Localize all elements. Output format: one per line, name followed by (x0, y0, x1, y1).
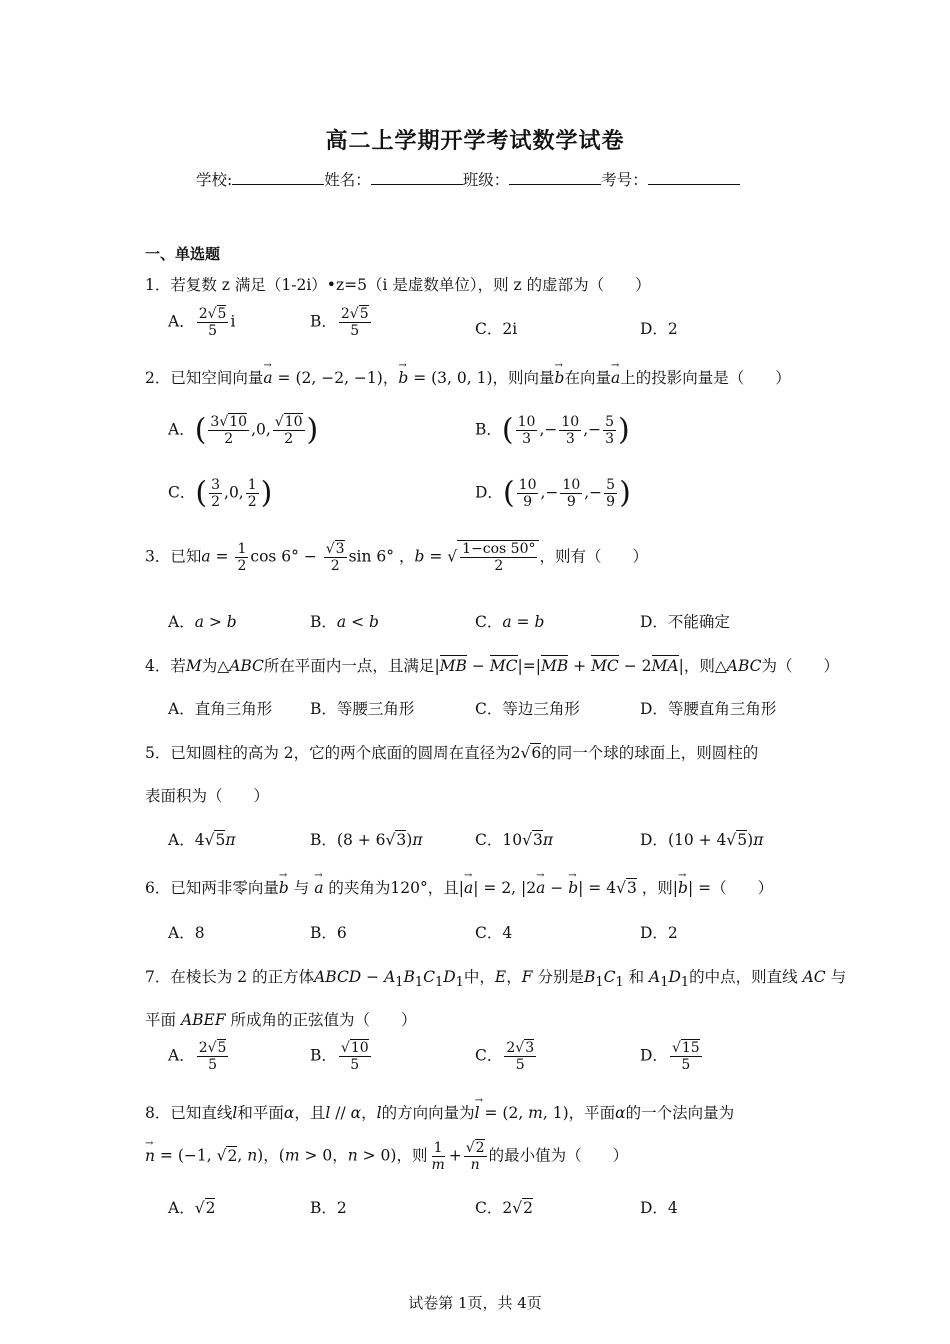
q2-option-c[interactable]: C．( $\frac{3}{2}$ ,0, $\frac{1}{2}$ ) (168, 475, 273, 511)
q5-a-label: A． (168, 831, 195, 849)
q2-a-label: A． (168, 420, 195, 439)
q8-line2-c: 的最小值为（ ） (488, 1146, 629, 1165)
question-7-stem-line2: 平面 ABEF 所成角的正弦值为（ ） (145, 1011, 417, 1029)
q7-option-a[interactable]: A． $\frac{2√5}{5}$ (168, 1040, 227, 1074)
q5-c-label: C． (475, 831, 503, 849)
exam-title: 高二上学期开学考试数学试卷 (325, 128, 625, 154)
question-4-stem: 4．若M为△ABC所在平面内一点，且满足|MB − MC|=|MB + MC − 2MA|，则△ABC为（ ） (145, 657, 839, 675)
school-label: 学校: (196, 171, 233, 189)
q8-a-label: A． (168, 1199, 195, 1217)
name-label: 姓名： (324, 171, 371, 189)
q8-line1-f: ，平面 (568, 1104, 616, 1122)
page-footer: 试卷第 1页，共 4页 (408, 1294, 542, 1312)
q8-line1-b: 和平面 (237, 1104, 284, 1122)
q2-option-b[interactable]: B．( $\frac{10}{3}$ ,− $\frac{10}{3}$ ,− $\frac{5}{3}$ ) (475, 412, 630, 448)
q4-stem-c: 所在平面内一点，且满足 (263, 657, 435, 675)
q7-line2-a: 平面 (145, 1011, 177, 1029)
q7-option-c[interactable]: C． $\frac{2√3}{5}$ (475, 1040, 535, 1074)
q4-stem-d: ，则 (683, 657, 715, 675)
q3-stem-b: ，则有（ ） (539, 547, 648, 566)
q2-stem-d: 上的投影向量是（ ） (620, 369, 791, 387)
q2-b-label: B． (475, 420, 502, 439)
q1-b-label: B． (310, 312, 337, 331)
q6-option-a[interactable]: A．8 (168, 924, 205, 942)
q8-option-d[interactable]: D．4 (640, 1199, 678, 1217)
q3-option-a[interactable]: A．a > b (168, 613, 237, 631)
q4-option-d[interactable]: D．等腰直角三角形 (640, 700, 777, 718)
question-5-stem-line1: 5．已知圆柱的高为 2，它的两个底面的圆周在直径为2√6的同一个球的球面上，则圆柱的 (145, 744, 759, 762)
question-3-stem: 3．已知a = $\frac{1}{2}$ cos 6° − $\frac{√3}{2}$ sin 6° ，b = √ $\frac{1-\cos 50^\circ}{2}$ ，则有（ ） (145, 541, 648, 575)
q2-stem-c: 在向量 (564, 369, 611, 387)
q5-option-c[interactable]: C．10√3π (475, 831, 554, 849)
q8-option-b[interactable]: B．2 (310, 1199, 347, 1217)
q8-line1-c: ，且 (294, 1104, 326, 1122)
q1-option-a[interactable]: A． $\frac{2√5}{5}$ i (168, 306, 236, 340)
q8-option-c[interactable]: C．2√2 (475, 1199, 533, 1217)
q5-d-label: D． (640, 831, 668, 849)
q8-c-label: C． (475, 1199, 503, 1217)
q2-stem-a: 2．已知空间向量 (145, 369, 264, 387)
question-8-stem-line2: → n = (−1, √2, n)，(m > 0，n > 0)，则 $\frac{1}{m}$ + $\frac{√2}{n}$ 的最小值为（ ） (145, 1140, 628, 1173)
q3-option-d[interactable]: D．不能确定 (640, 613, 730, 631)
q3-option-c[interactable]: C．a = b (475, 613, 545, 631)
student-info-row (196, 168, 740, 190)
q3-stem-a: 3．已知 (145, 547, 202, 566)
q6-stem-f: （ ） (711, 879, 774, 897)
q5-line1-a: 5．已知圆柱的高为 2，它的两个底面的圆周在直径为 (145, 744, 511, 762)
q7-option-d[interactable]: D． $\frac{√15}{5}$ (640, 1040, 700, 1074)
section-heading: 一、单选题 (145, 245, 221, 263)
q8-option-a[interactable]: A．√2 (168, 1199, 216, 1217)
exam-no-label: 考号： (601, 171, 648, 189)
q4-option-c[interactable]: C．等边三角形 (475, 700, 580, 718)
q1-option-d[interactable]: D．2 (640, 320, 678, 338)
q7-line1-c: 分别是 (537, 968, 584, 986)
class-field[interactable] (509, 168, 601, 185)
q7-line1-d: 和 (628, 968, 645, 986)
q1-a-label: A． (168, 312, 195, 331)
q5-option-a[interactable]: A．4√5π (168, 831, 236, 849)
q5-option-b[interactable]: B．(8 + 6√3)π (310, 831, 423, 849)
q2-stem-b: ，则向量 (492, 369, 555, 387)
q6-stem-c: 的夹角为 (328, 879, 391, 897)
q6-option-c[interactable]: C．4 (475, 924, 513, 942)
q5-b-label: B． (310, 831, 337, 849)
q8-line1-e: 的方向向量为 (381, 1104, 475, 1122)
q3-option-b[interactable]: B．a < b (310, 613, 379, 631)
q7-a-label: A． (168, 1046, 195, 1065)
q3-a-label: A． (168, 613, 195, 631)
q6-stem-b: 与 (293, 879, 310, 897)
q1-option-b[interactable]: B． $\frac{2√5}{5}$ (310, 306, 369, 340)
q7-line1-f: 与 (830, 968, 847, 986)
question-1-stem: 1．若复数 z 满足（1-2i）•z=5（i 是虚数单位），则 z 的虚部为（ ） (145, 276, 651, 294)
q8-line1-a: 8．已知直线 (145, 1104, 233, 1122)
q8-line1-d: ， (361, 1104, 377, 1122)
q5-line1-b: 的同一个球的球面上，则圆柱的 (541, 744, 759, 762)
q4-option-b[interactable]: B．等腰三角形 (310, 700, 415, 718)
q6-option-b[interactable]: B．6 (310, 924, 347, 942)
q2-option-d[interactable]: D．( $\frac{10}{9}$ ,− $\frac{10}{9}$ ,− $\frac{5}{9}$ ) (475, 475, 631, 511)
q2-c-label: C． (168, 483, 196, 502)
class-label: 班级： (462, 171, 510, 189)
question-5-stem-line2: 表面积为（ ） (145, 787, 270, 805)
name-field[interactable] (371, 168, 463, 185)
q6-stem-e: ，则 (641, 879, 673, 897)
q7-line1-b: 中， (463, 968, 495, 986)
q6-stem-d: ，且 (427, 879, 459, 897)
q2-d-label: D． (475, 483, 503, 502)
q7-c-label: C． (475, 1046, 503, 1065)
q3-c-label: C． (475, 613, 503, 631)
exam-no-field[interactable] (648, 168, 740, 185)
q6-option-d[interactable]: D．2 (640, 924, 678, 942)
q7-line2-b: 所成角的正弦值为（ ） (230, 1011, 417, 1029)
q3-b-label: B． (310, 613, 337, 631)
q4-stem-b: 为 (201, 657, 218, 675)
q7-option-b[interactable]: B． $\frac{√10}{5}$ (310, 1040, 369, 1074)
question-6-stem: 6．已知两非零向量→ b 与 → a 的夹角为120°，且|→ a| = 2, |2→ a − → b| = 4√3 ，则|→ b| =（ ） (145, 876, 773, 898)
q7-line1-a: 7．在棱长为 2 的正方体 (145, 968, 315, 986)
q1-option-c[interactable]: C．2i (475, 320, 518, 338)
q8-line2-b: ，则 (396, 1146, 428, 1165)
q4-option-a[interactable]: A．直角三角形 (168, 700, 273, 718)
q6-stem-a: 6．已知两非零向量 (145, 879, 279, 897)
q7-b-label: B． (310, 1046, 337, 1065)
question-8-stem-line1: 8．已知直线l和平面α，且l // α，l的方向向量为→ l = (2, m, 1)，平面α的一个法向量为 (145, 1101, 734, 1123)
question-2-stem: 2．已知空间向量→ a = (2, −2, −1)，→ b = (3, 0, 1)，则向量→ b在向量→ a上的投影向量是（ ） (145, 366, 791, 388)
q7-line1-e: 的中点，则直线 (689, 968, 798, 986)
school-field[interactable] (232, 168, 324, 185)
q4-stem-a: 4．若 (145, 657, 186, 675)
q2-option-a[interactable]: A．( $\frac{3√10}{2}$ ,0, $\frac{√10}{2}$ ) (168, 412, 319, 448)
q8-line2-a: ， (263, 1146, 279, 1165)
q7-d-label: D． (640, 1046, 668, 1065)
q8-line1-g: 的一个法向量为 (625, 1104, 735, 1122)
q5-option-d[interactable]: D．(10 + 4√5)π (640, 831, 764, 849)
question-7-stem-line1: 7．在棱长为 2 的正方体ABCD − $A_1B_1C_1D_1$中，E，F 分别是$B_1C_1$ 和 $A_1D_1$的中点，则直线 AC 与 (145, 968, 847, 991)
q4-stem-e: 为（ ） (761, 657, 839, 675)
